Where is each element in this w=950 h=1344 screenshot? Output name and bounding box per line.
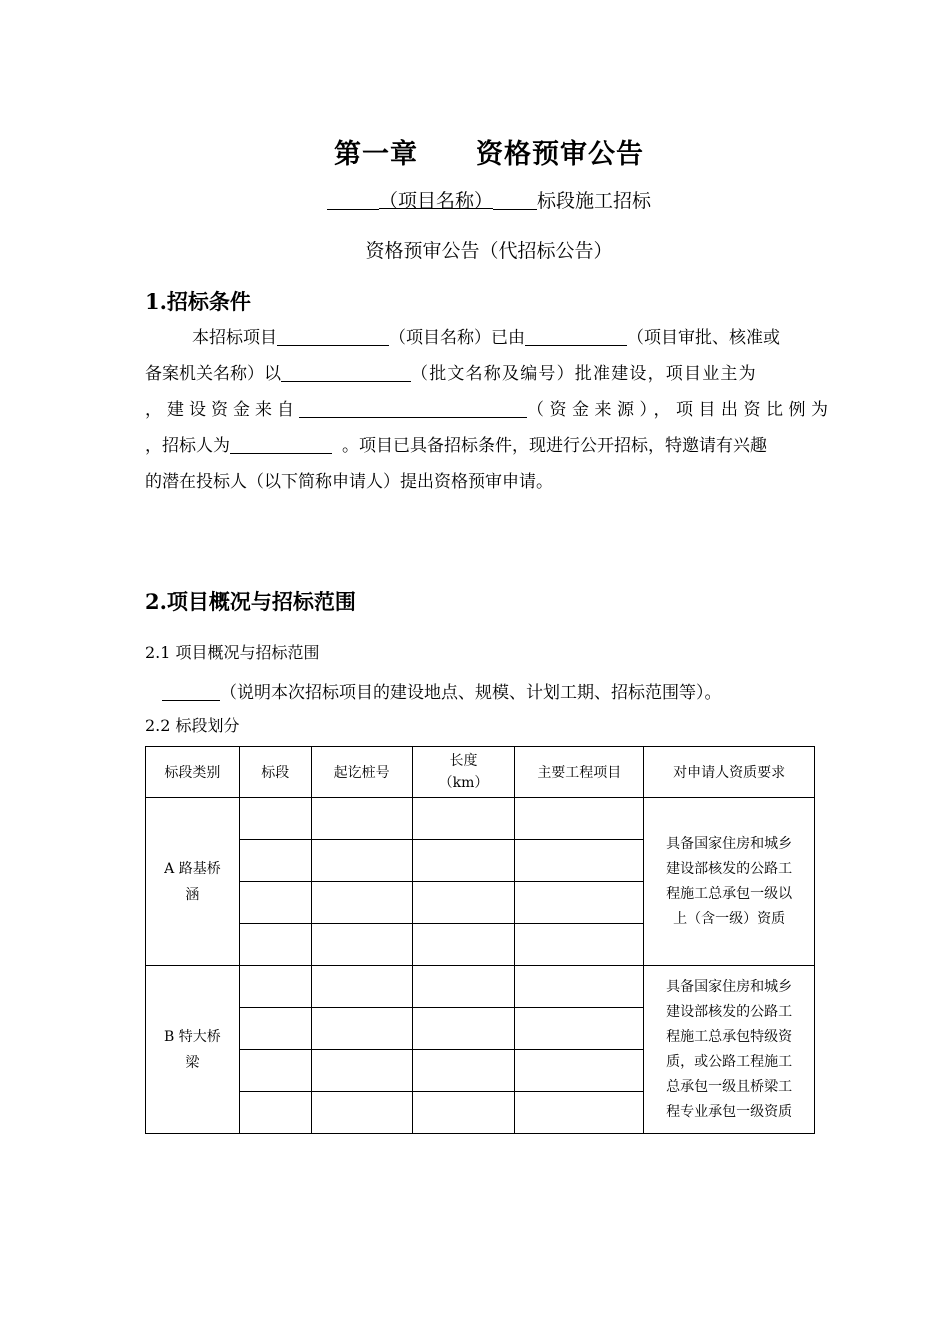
blank-approval-authority [525, 344, 627, 346]
text-segment: （项目审批、核准或 [627, 328, 780, 348]
table-cell [239, 1008, 311, 1050]
table-cell [311, 840, 412, 882]
header-cell: 标段类别 [146, 747, 240, 798]
table-cell [239, 924, 311, 966]
table-cell [412, 882, 515, 924]
table-cell [515, 1008, 644, 1050]
subtitle-2: 资格预审公告（代招标公告） [365, 240, 613, 262]
bid-section-table [145, 746, 815, 1134]
table-cell [239, 966, 311, 1008]
category-cell [146, 798, 240, 966]
section-2-heading: 2.项目概况与招标范围 [145, 589, 356, 614]
table-header-row [146, 747, 815, 798]
text-segment: （资金来源），项目出资比例为 [527, 400, 834, 420]
subtitle [0, 186, 950, 213]
qualification-text: 程施工总承包特级资 [666, 1028, 793, 1045]
table-cell [311, 882, 412, 924]
qualification-text: 程专业承包一级资质 [666, 1103, 793, 1120]
table-cell [239, 798, 311, 840]
table-cell [515, 966, 644, 1008]
chapter-title [0, 132, 950, 171]
table-row [146, 798, 815, 840]
header-cell: 起讫桩号 [311, 747, 412, 798]
table-cell [311, 1092, 412, 1134]
qualification-text: 质，或公路工程施工 [666, 1053, 793, 1070]
table-cell [515, 840, 644, 882]
table-cell [311, 798, 412, 840]
section-1-paragraph [145, 320, 833, 500]
subsection-2-2: 2.2 标段划分 [145, 716, 240, 735]
table-cell [515, 882, 644, 924]
table-cell [515, 1050, 644, 1092]
table-cell [515, 798, 644, 840]
qualification-text: 总承包一级且桥梁工 [666, 1078, 793, 1095]
scope-note [162, 678, 722, 703]
table-cell [412, 1008, 515, 1050]
blank-scope [162, 699, 220, 701]
header-cell: 标段 [239, 747, 311, 798]
header-cell [412, 747, 515, 798]
qualification-cell [644, 966, 815, 1134]
category-cell [146, 966, 240, 1134]
category-text: A 路基桥 [164, 860, 221, 877]
qualification-text: 程施工总承包一级以 [666, 885, 793, 902]
table-cell [311, 924, 412, 966]
table-cell [239, 882, 311, 924]
text-segment: 备案机关名称）以 [145, 364, 281, 384]
text-segment: 。项目已具备招标条件，现进行公开招标，特邀请有兴趣 [342, 436, 767, 456]
qualification-text: 上（含一级）资质 [673, 910, 786, 927]
table-cell [515, 1092, 644, 1134]
subtitle-suffix: 标段施工招标 [537, 190, 652, 212]
section-1-heading: 1.招标条件 [145, 289, 251, 314]
table-cell [412, 840, 515, 882]
category-text: B 特大桥 [164, 1028, 221, 1045]
text-segment: 的潜在投标人（以下简称申请人）提出资格预审申请。 [145, 472, 553, 492]
category-text: 梁 [185, 1054, 200, 1071]
text-segment: 本招标项目 [192, 328, 277, 348]
scope-note-text: （说明本次招标项目的建设地点、规模、计划工期、招标范围等）。 [220, 683, 722, 703]
text-segment: （项目名称）已由 [389, 328, 525, 348]
table-cell [412, 798, 515, 840]
header-length-label: 长度 [449, 753, 478, 769]
table-cell [412, 1050, 515, 1092]
table-cell [412, 1092, 515, 1134]
blank-project-name [277, 344, 389, 346]
qualification-text: 建设部核发的公路工 [666, 1003, 793, 1020]
text-segment: ，招标人为 [145, 436, 230, 456]
header-cell: 主要工程项目 [515, 747, 644, 798]
table-cell [412, 966, 515, 1008]
text-segment: ，建设资金来自 [145, 400, 299, 420]
subsection-2-1: 2.1 项目概况与招标范围 [145, 643, 320, 662]
blank-approval-doc [281, 380, 411, 382]
blank-tenderer [230, 452, 332, 454]
text-segment: （批文名称及编号）批准建设，项目业主为 [411, 364, 757, 384]
header-length-unit: （km） [438, 775, 489, 791]
qualification-text: 具备国家住房和城乡 [666, 835, 793, 852]
header-cell: 对申请人资质要求 [644, 747, 815, 798]
notice-title: 资格预审公告 [476, 139, 644, 170]
blank-fund-source [299, 416, 527, 418]
table-cell [412, 924, 515, 966]
project-name-placeholder: （项目名称） [378, 190, 493, 212]
qualification-text: 具备国家住房和城乡 [666, 978, 793, 995]
table-cell [515, 924, 644, 966]
blank-underline [493, 208, 537, 210]
table-cell [239, 1050, 311, 1092]
table-cell [239, 840, 311, 882]
table-cell [311, 1050, 412, 1092]
table-cell [239, 1092, 311, 1134]
qualification-text: 建设部核发的公路工 [666, 860, 793, 877]
blank-underline [327, 208, 379, 210]
table-cell [311, 966, 412, 1008]
table-cell [311, 1008, 412, 1050]
table-row [146, 966, 815, 1008]
category-text: 涵 [185, 886, 200, 903]
qualification-cell [644, 798, 815, 966]
chapter-label: 第一章 [334, 139, 418, 170]
